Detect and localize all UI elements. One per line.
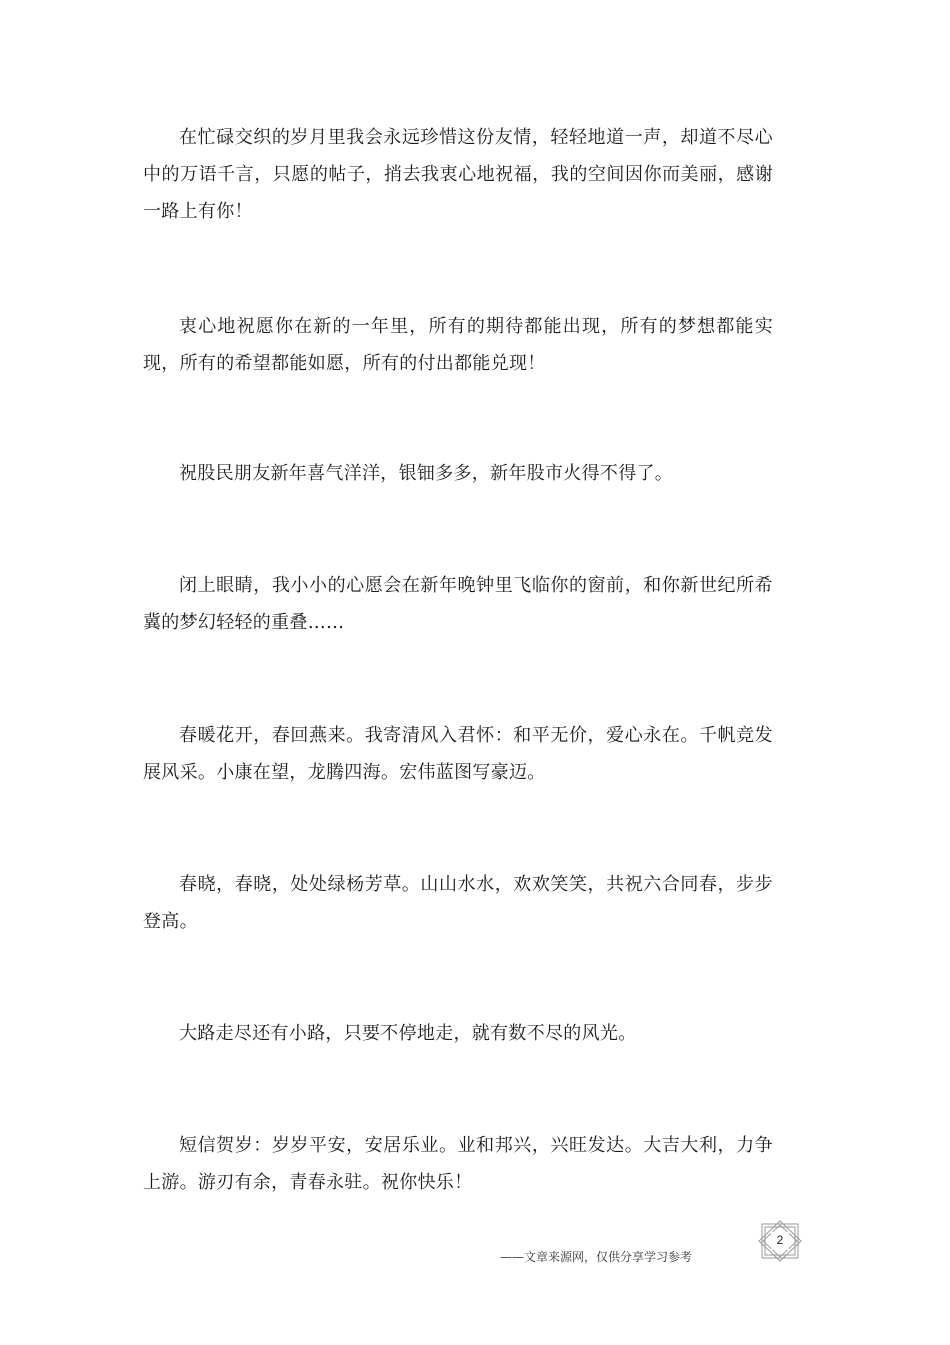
paragraph-5: 春暖花开，春回燕来。我寄清风入君怀：和平无价，爱心永在。千帆竞发展风采。小康在望，龙腾四海。宏伟蓝图写豪迈。 [143, 725, 773, 783]
paragraph-8: 短信贺岁：岁岁平安，安居乐业。业和邦兴，兴旺发达。大吉大利，力争上游。游刃有余，青春永驻。祝你快乐！ [143, 1135, 773, 1193]
paragraph-7: 大路走尽还有小路，只要不停地走，就有数不尽的风光。 [179, 1023, 637, 1044]
page-number: 2 [776, 1233, 784, 1247]
page-number-badge [756, 1220, 804, 1262]
paragraph-6: 春晓，春晓，处处绿杨芳草。山山水水，欢欢笑笑，共祝六合同春，步步登高。 [143, 874, 773, 932]
paragraph-4: 闭上眼睛，我小小的心愿会在新年晚钟里飞临你的窗前，和你新世纪所希冀的梦幻轻轻的重叠…… [143, 575, 773, 633]
paragraph-1: 在忙碌交织的岁月里我会永远珍惜这份友情，轻轻地道一声，却道不尽心中的万语千言，只愿的帖子，捎去我衷心地祝福，我的空间因你而美丽，感谢一路上有你！ [143, 127, 773, 222]
paragraph-2: 衷心地祝愿你在新的一年里，所有的期待都能出现，所有的梦想都能实现，所有的希望都能如愿，所有的付出都能兑现！ [143, 316, 773, 374]
footer-source-text: ——文章来源网，仅供分享学习参考 [500, 1250, 693, 1264]
paragraph-3: 祝股民朋友新年喜气洋洋，银钿多多，新年股市火得不得了。 [179, 463, 674, 484]
